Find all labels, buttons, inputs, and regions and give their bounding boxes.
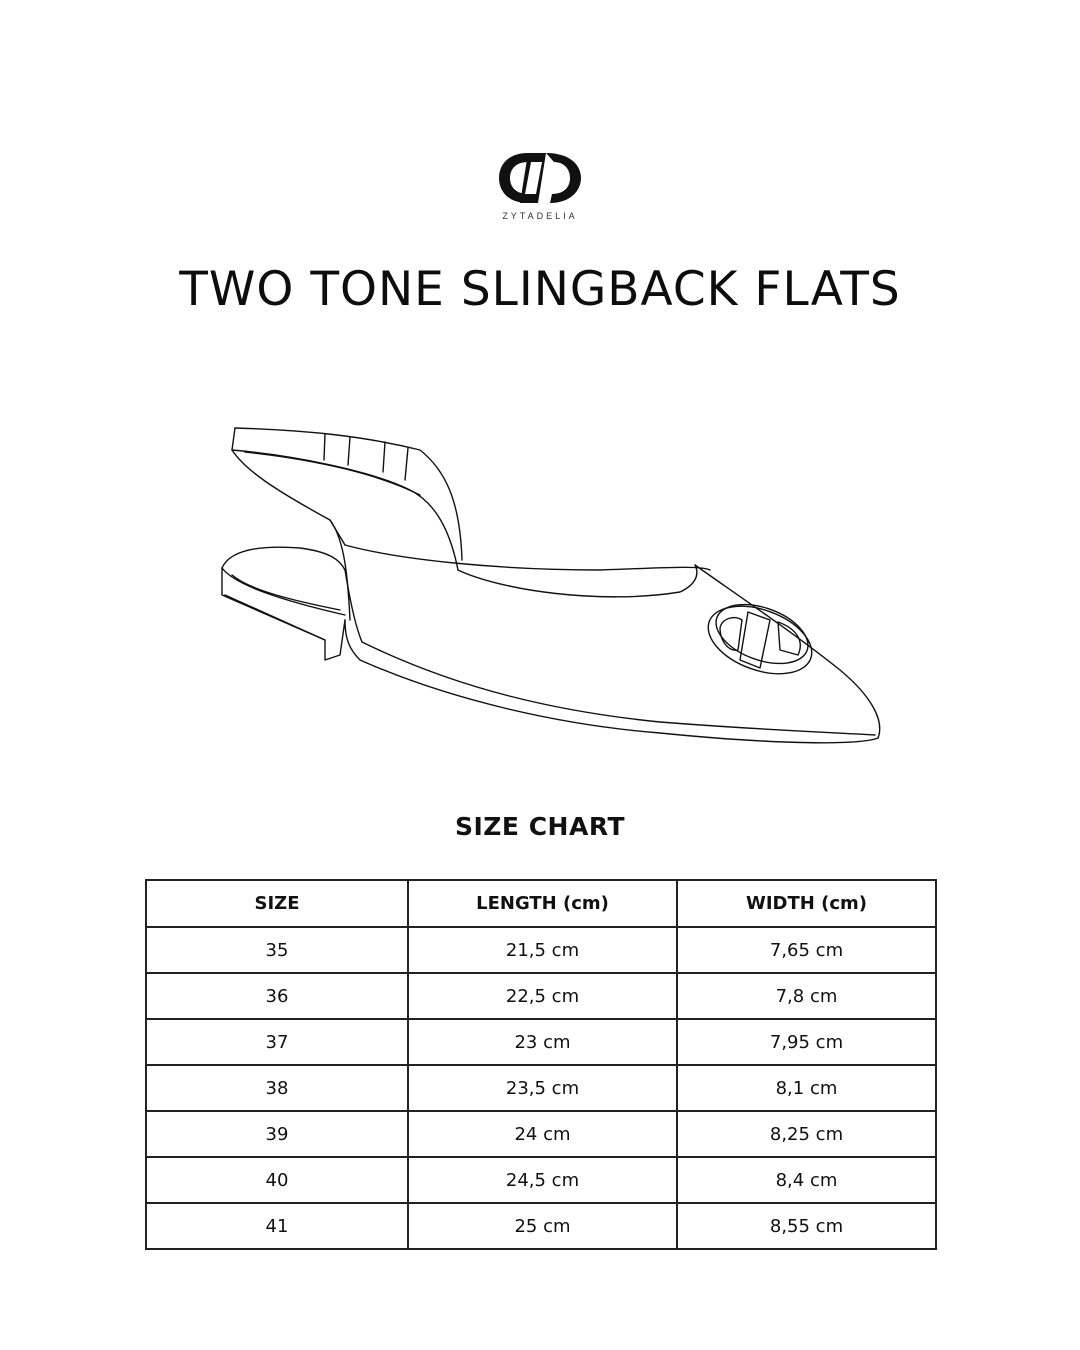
table-row [146, 973, 936, 1019]
table-row [146, 1065, 936, 1111]
size-chart-table [145, 879, 937, 1250]
cell-length: 23,5 cm [408, 1065, 677, 1111]
slingback-shoe-illustration [200, 410, 900, 760]
table-header-row [146, 880, 936, 927]
cell-size: 39 [146, 1111, 408, 1157]
cell-length: 24,5 cm [408, 1157, 677, 1203]
cell-width: 8,4 cm [677, 1157, 936, 1203]
cell-size: 40 [146, 1157, 408, 1203]
cell-length: 21,5 cm [408, 927, 677, 973]
cell-width: 8,1 cm [677, 1065, 936, 1111]
cell-width: 7,8 cm [677, 973, 936, 1019]
cell-width: 7,95 cm [677, 1019, 936, 1065]
header-width: WIDTH (cm) [677, 880, 936, 927]
size-chart-title: SIZE CHART [454, 812, 625, 841]
cell-size: 38 [146, 1065, 408, 1111]
table-row [146, 1019, 936, 1065]
cell-size: 41 [146, 1203, 408, 1249]
cell-length: 23 cm [408, 1019, 677, 1065]
table-row [146, 1157, 936, 1203]
table-row [146, 1111, 936, 1157]
cell-length: 25 cm [408, 1203, 677, 1249]
page-title: TWO TONE SLINGBACK FLATS [179, 262, 901, 317]
cell-width: 8,25 cm [677, 1111, 936, 1157]
cell-size: 37 [146, 1019, 408, 1065]
cell-width: 7,65 cm [677, 927, 936, 973]
cell-size: 35 [146, 927, 408, 973]
header-size: SIZE [146, 880, 408, 927]
table-row [146, 1203, 936, 1249]
brand-name: ZYTADELIA [502, 211, 578, 221]
cell-length: 22,5 cm [408, 973, 677, 1019]
cell-width: 8,55 cm [677, 1203, 936, 1249]
cell-size: 36 [146, 973, 408, 1019]
cell-length: 24 cm [408, 1111, 677, 1157]
header-length: LENGTH (cm) [408, 880, 677, 927]
table-row [146, 927, 936, 973]
